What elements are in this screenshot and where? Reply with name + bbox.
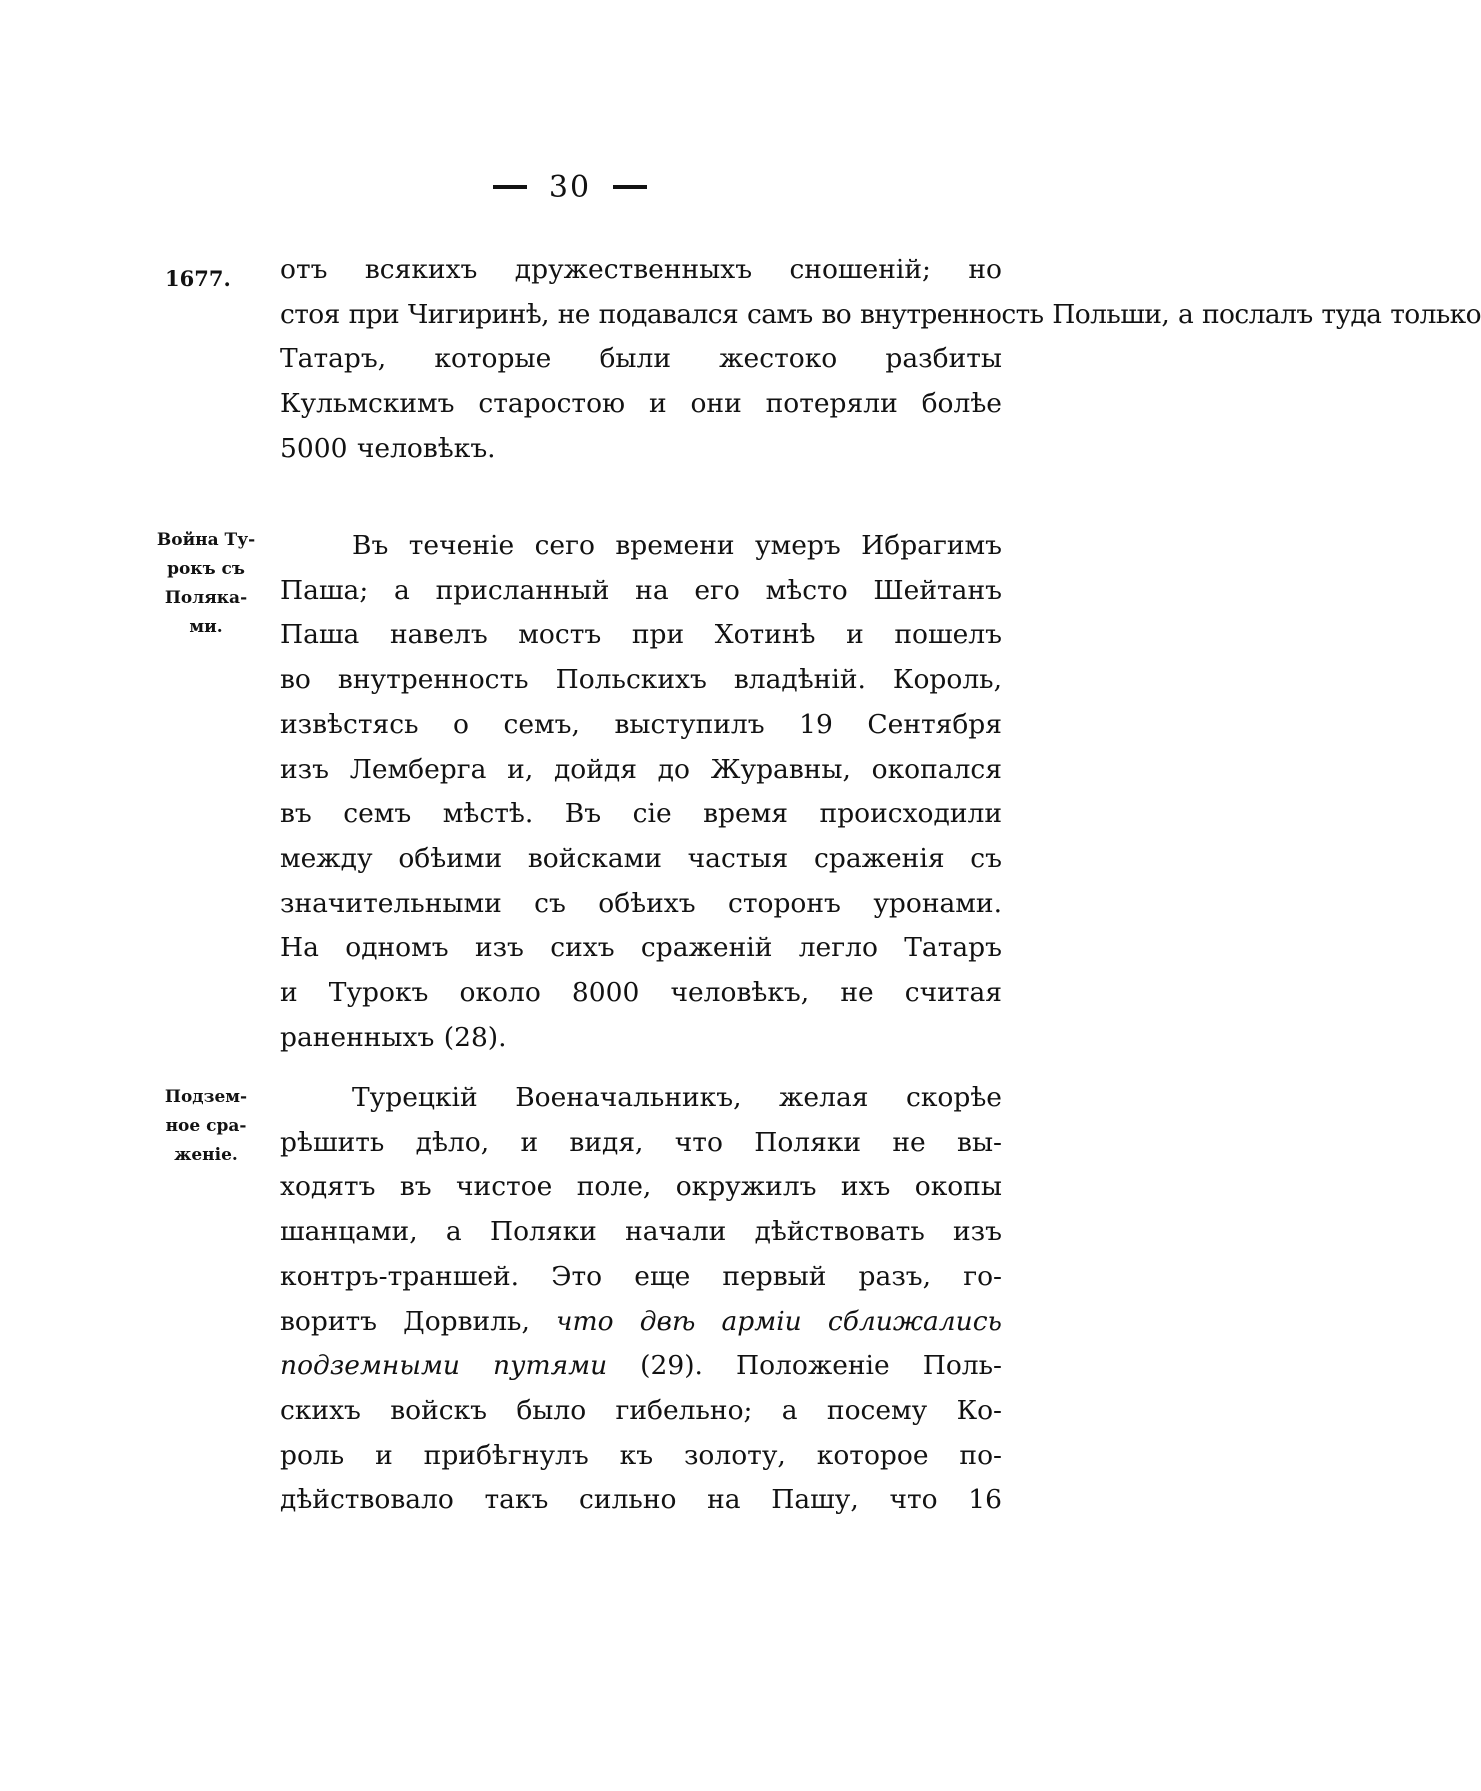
text-line: между обѣими войсками частыя сраженія съ xyxy=(280,842,1002,874)
text-line: рѣшить дѣло, и видя, что Поляки не вы- xyxy=(280,1126,1002,1158)
page-number-value: 30 xyxy=(548,170,592,205)
text-line: отъ всякихъ дружественныхъ сношеній; но xyxy=(280,254,1002,285)
margin-note-war xyxy=(148,526,264,642)
text-line: На одномъ изъ сихъ сраженій легло Татаръ xyxy=(280,932,1002,964)
text-line: во внутренность Польскихъ владѣній. Король, xyxy=(280,664,1002,696)
text-line: скихъ войскъ было гибельно; а посему Ко- xyxy=(280,1394,1002,1426)
text-line: Татаръ, которые были жестоко разбиты xyxy=(280,343,1002,375)
text-line: раненныхъ (28). xyxy=(280,1021,507,1053)
text-line: контръ-траншей. Это еще первый разъ, го- xyxy=(280,1260,1002,1292)
text-line: изъ Лемберга и, дойдя до Журавны, окопался xyxy=(280,753,1002,785)
margin-note-underground-battle xyxy=(148,1083,264,1170)
text-segment: (29). Положеніе Поль- xyxy=(640,1350,1002,1382)
margin-note-line: Подзем- xyxy=(164,1087,248,1107)
paragraph-3 xyxy=(280,1076,1002,1523)
italic-quote: подземными путями xyxy=(280,1350,608,1382)
margin-note-line: ное сра- xyxy=(165,1116,247,1136)
paragraph-1 xyxy=(280,248,1481,472)
margin-note-line: рокъ съ xyxy=(167,559,245,579)
dash-left xyxy=(493,185,527,189)
text-line: значительными съ обѣихъ сторонъ уронами. xyxy=(280,887,1002,919)
dash-right xyxy=(613,185,647,189)
text-line: Въ теченіе сего времени умеръ Ибрагимъ xyxy=(352,530,1002,561)
text-line xyxy=(280,1344,1002,1389)
text-line: извѣстясь о семъ, выступилъ 19 Сентября xyxy=(280,708,1002,740)
text-line: стоя при Чигиринѣ, не подавался самъ во внутренность Польши, а послалъ туда только xyxy=(280,298,1481,330)
paragraph-2 xyxy=(280,524,1002,1060)
page-number xyxy=(0,170,1140,205)
text-line: и Турокъ около 8000 человѣкъ, не считая xyxy=(280,977,1002,1009)
text-line: 5000 человѣкъ. xyxy=(280,432,496,464)
text-line: ходятъ въ чистое поле, окружилъ ихъ окопы xyxy=(280,1171,1002,1203)
text-line: Паша навелъ мостъ при Хотинѣ и пошелъ xyxy=(280,619,1002,651)
margin-note-line: Поляка- xyxy=(164,588,248,608)
text-line: роль и прибѣгнулъ къ золоту, которое по- xyxy=(280,1439,1002,1471)
text-segment: воритъ Дорвиль, xyxy=(280,1305,530,1337)
text-line: шанцами, а Поляки начали дѣйствовать изъ xyxy=(280,1216,1002,1248)
text-line: дѣйствовало такъ сильно на Пашу, что 16 xyxy=(280,1484,1002,1516)
italic-quote: что двѣ арміи сближались xyxy=(556,1305,1002,1337)
margin-note-line: Война Ту- xyxy=(156,530,256,550)
text-line xyxy=(280,1300,1002,1345)
margin-note-line: женіе. xyxy=(174,1145,238,1165)
text-line: Турецкій Военачальникъ, желая скорѣе xyxy=(352,1082,1002,1113)
text-line: Кульмскимъ старостою и они потеряли болѣе xyxy=(280,388,1002,420)
text-line: въ семъ мѣстѣ. Въ сіе время происходили xyxy=(280,798,1002,830)
margin-year: 1677. xyxy=(165,266,231,291)
margin-note-line: ми. xyxy=(189,617,223,637)
text-line: Паша; а присланный на его мѣсто Шейтанъ xyxy=(280,574,1002,606)
